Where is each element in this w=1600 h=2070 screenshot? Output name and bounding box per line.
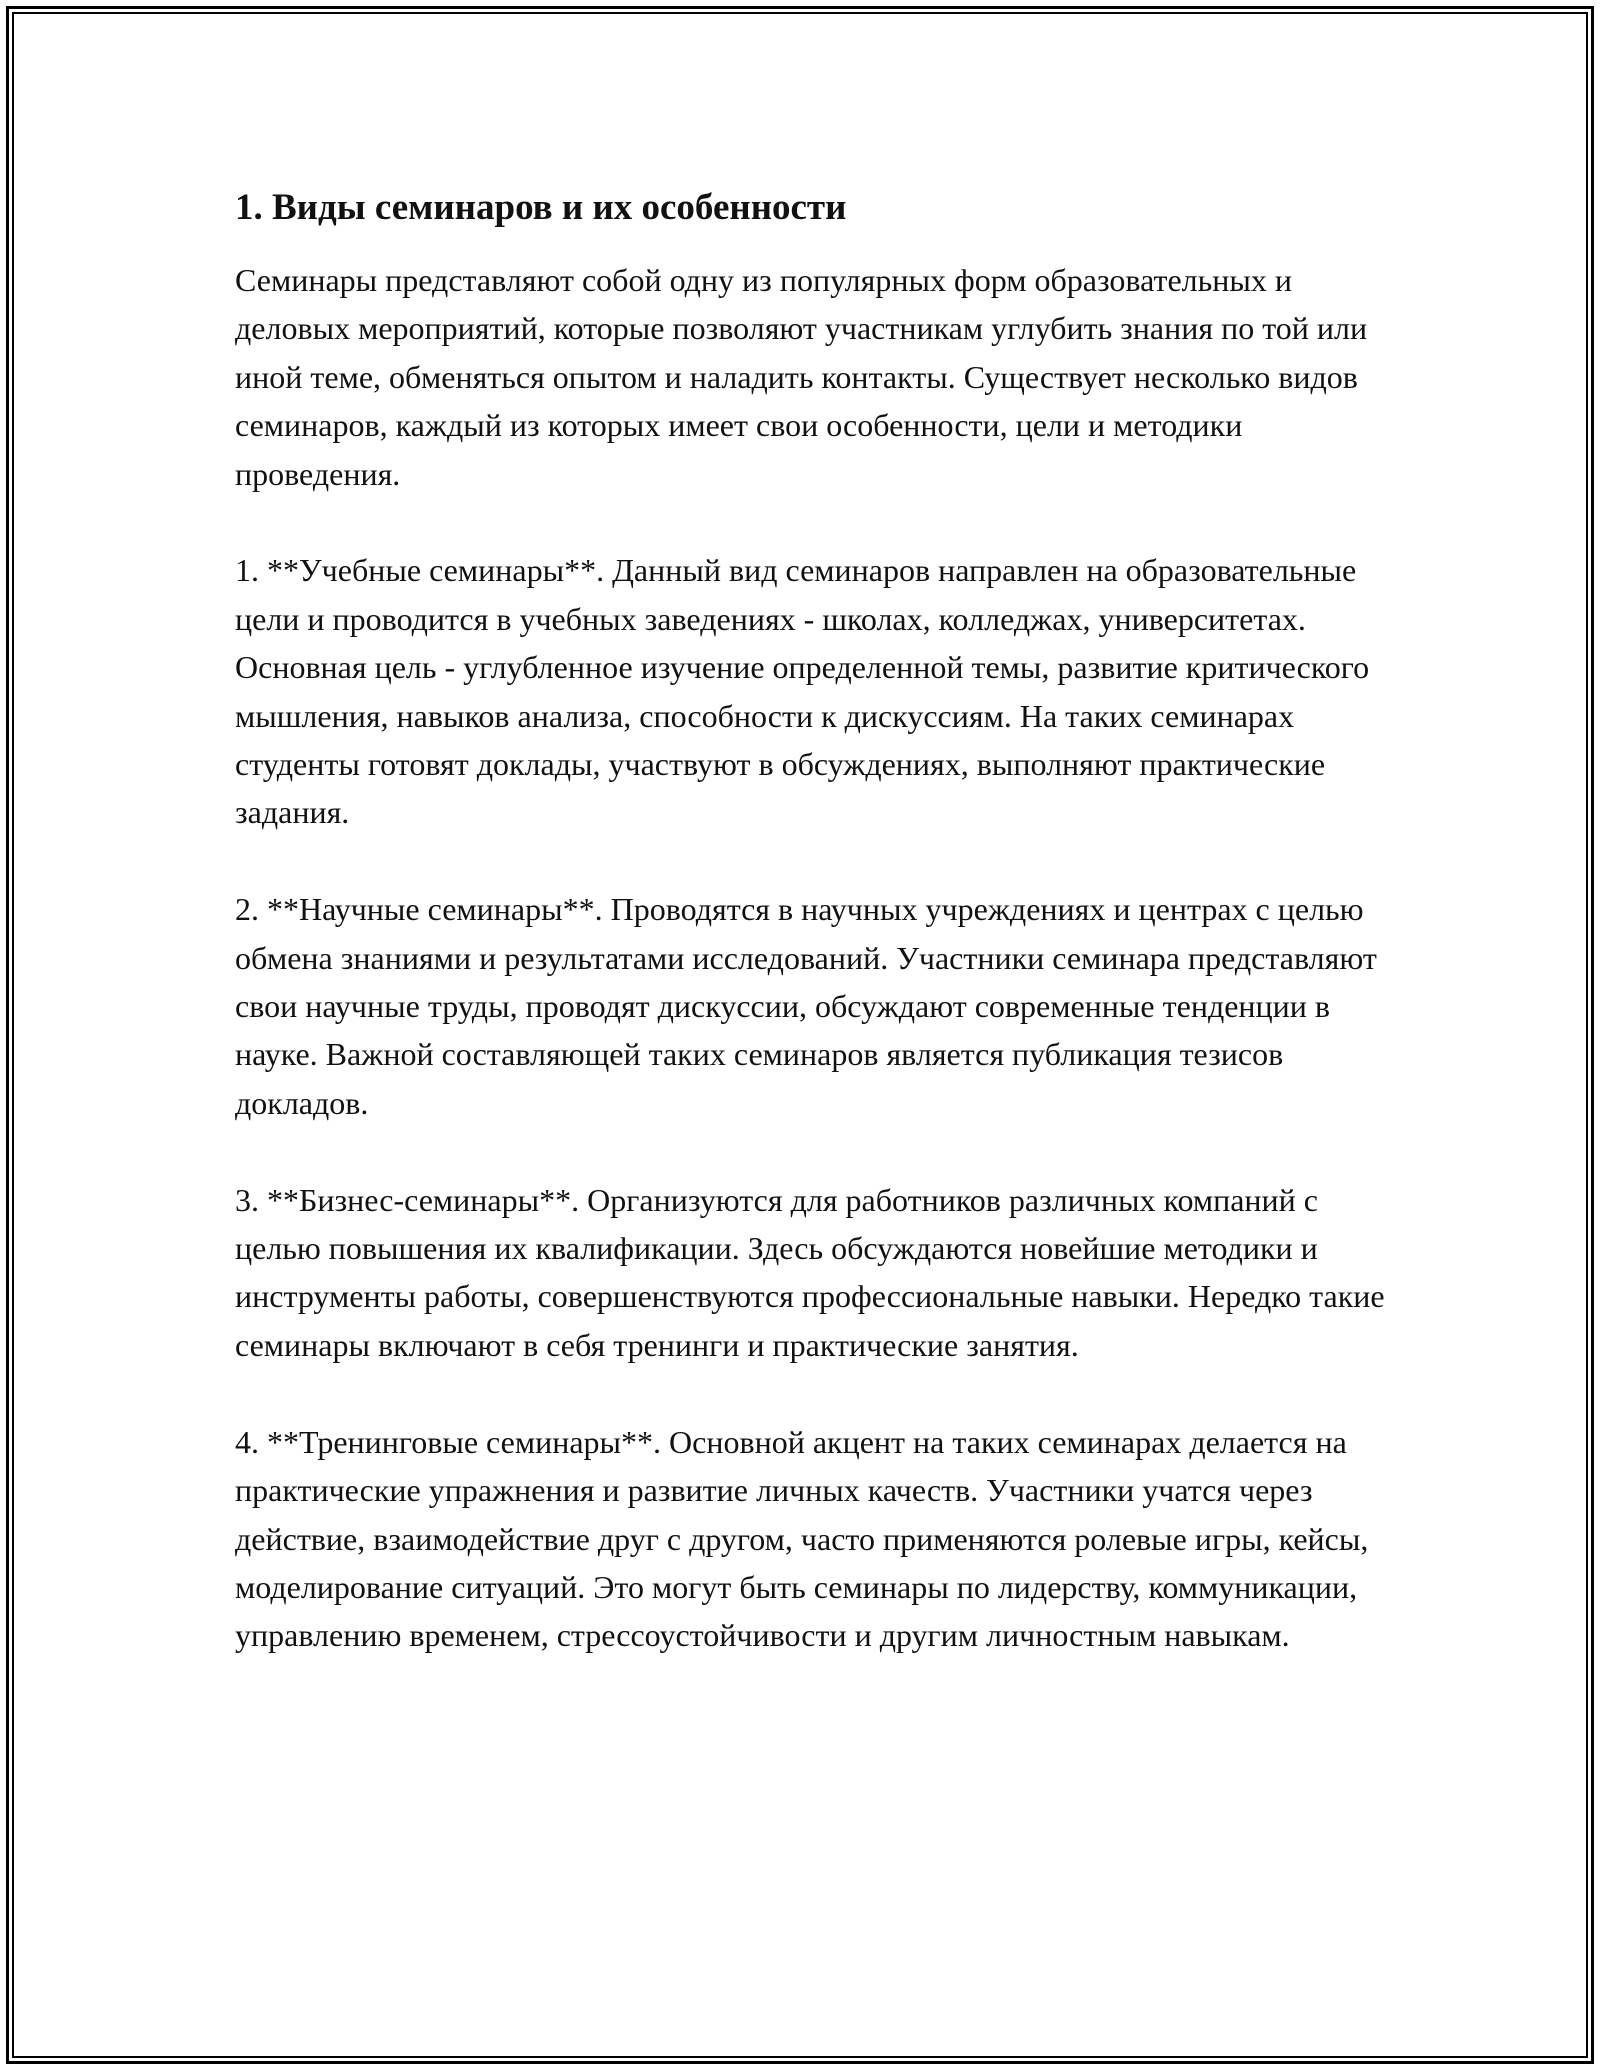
paragraph-scientific-seminars: 2. **Научные семинары**. Проводятся в научных учреждениях и центрах с целью обмена знаниями и результатами исследований. Участники семинара представляют свои научные труды, проводят дискуссии, обсуждают современные тенденции в науке. Важной составляющей таких семинаров является публикация тезисов докладов. xyxy=(235,891,1377,1121)
paragraph-business-seminars: 3. **Бизнес-семинары**. Организуются для работников различных компаний с целью повышения их квалификации. Здесь обсуждаются новейшие методики и инструменты работы, совершенствуются профессиональные навыки. Нередко такие семинары включают в себя тренинги и практические занятия. xyxy=(235,1181,1385,1363)
paragraph-educational-seminars: 1. **Учебные семинары**. Данный вид семинаров направлен на образовательные цели и проводится в учебных заведениях - школах, колледжах, университетах. Основная цель - углубленное изучение определенной темы, развитие критического мышления, навыков анализа, способности к дискуссиям. На таких семинарах студенты готовят доклады, участвуют в обсуждениях, выполняют практические задания. xyxy=(235,552,1370,831)
document-body xyxy=(235,184,1385,1708)
section-heading: 1. Виды семинаров и их особенности xyxy=(235,187,847,228)
intro-paragraph: Семинары представляют собой одну из популярных форм образовательных и деловых мероприятий, которые позволяют участникам углубить знания по той или иной теме, обменяться опытом и наладить контакты. Существует несколько видов семинаров, каждый из которых имеет свои особенности, цели и методики проведения. xyxy=(235,262,1368,492)
paragraph-training-seminars: 4. **Тренинговые семинары**. Основной акцент на таких семинарах делается на практические упражнения и развитие личных качеств. Участники учатся через действие, взаимодействие друг с другом, часто применяются ролевые игры, кейсы, моделирование ситуаций. Это могут быть семинары по лидерству, коммуникации, управлению временем, стрессоустойчивости и другим личностным навыкам. xyxy=(235,1423,1369,1654)
